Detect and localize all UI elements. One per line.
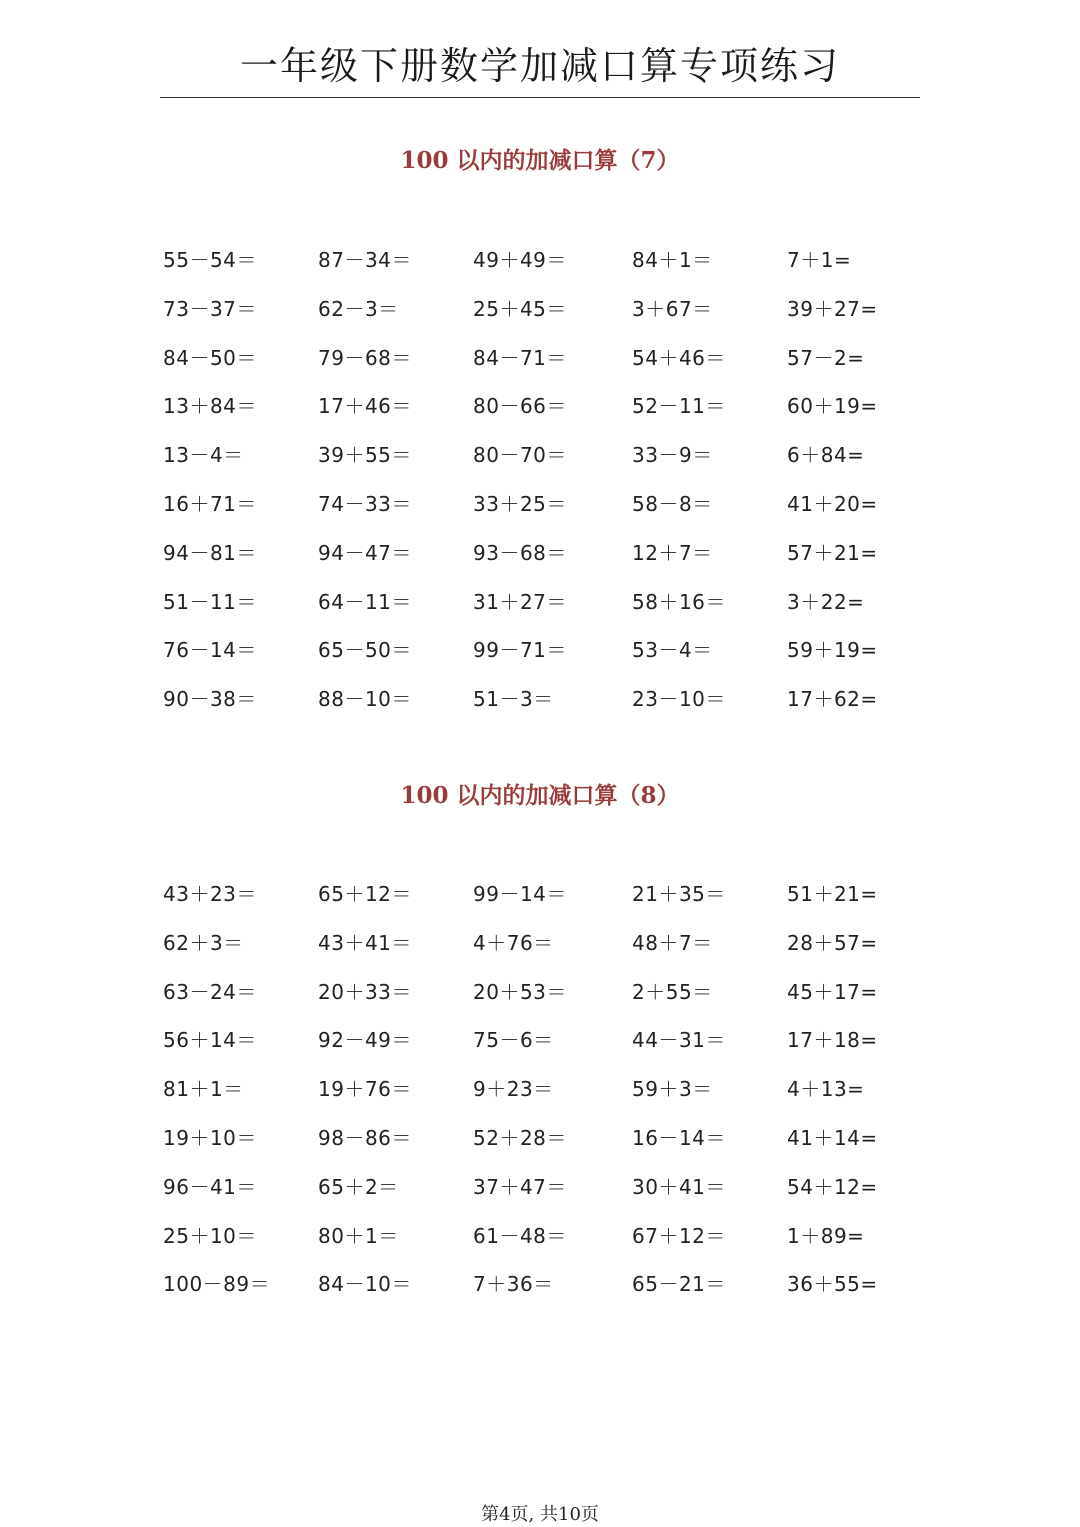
arithmetic-problem: 60＋19=	[787, 394, 878, 419]
arithmetic-problem: 100－89＝	[163, 1272, 271, 1297]
arithmetic-problem: 84－10＝	[318, 1272, 412, 1297]
arithmetic-problem: 4＋76＝	[473, 930, 554, 955]
arithmetic-problem: 99－14＝	[473, 882, 567, 906]
arithmetic-problem: 45＋17=	[787, 979, 878, 1004]
arithmetic-problem: 81＋1＝	[163, 1077, 244, 1102]
arithmetic-problem: 94－81＝	[163, 540, 257, 565]
arithmetic-problem: 3＋22=	[787, 589, 865, 614]
arithmetic-problem: 6＋84=	[787, 443, 865, 468]
arithmetic-problem: 55－54＝	[163, 248, 257, 272]
problem-grid	[163, 246, 923, 734]
arithmetic-problem: 17＋18=	[787, 1028, 878, 1053]
arithmetic-problem: 57＋21=	[787, 540, 878, 565]
arithmetic-problem: 17＋62=	[787, 687, 878, 712]
arithmetic-problem: 58＋16＝	[632, 589, 726, 614]
arithmetic-problem: 76－14＝	[163, 638, 257, 663]
arithmetic-problem: 19＋76＝	[318, 1077, 412, 1102]
arithmetic-problem: 20＋33＝	[318, 979, 412, 1004]
arithmetic-problem: 56＋14＝	[163, 1028, 257, 1053]
arithmetic-problem: 3＋67＝	[632, 296, 713, 321]
arithmetic-problem: 62－3＝	[318, 296, 399, 321]
arithmetic-problem: 36＋55=	[787, 1272, 878, 1297]
arithmetic-problem: 16－14＝	[632, 1125, 726, 1150]
arithmetic-problem: 51＋21=	[787, 882, 878, 906]
arithmetic-problem: 65＋12＝	[318, 882, 412, 906]
arithmetic-problem: 98－86＝	[318, 1125, 412, 1150]
arithmetic-problem: 25＋10＝	[163, 1223, 257, 1248]
arithmetic-problem: 31＋27＝	[473, 589, 567, 614]
arithmetic-problem: 59＋19=	[787, 638, 878, 663]
arithmetic-problem: 41＋14=	[787, 1125, 878, 1150]
arithmetic-problem: 7＋1=	[787, 248, 852, 272]
arithmetic-problem: 49＋49＝	[473, 248, 567, 272]
arithmetic-problem: 7＋36＝	[473, 1272, 554, 1297]
arithmetic-problem: 90－38＝	[163, 687, 257, 712]
arithmetic-problem: 84＋1＝	[632, 248, 713, 272]
arithmetic-problem: 51－11＝	[163, 589, 257, 614]
arithmetic-problem: 20＋53＝	[473, 979, 567, 1004]
arithmetic-problem: 79－68＝	[318, 345, 412, 370]
arithmetic-problem: 61－48＝	[473, 1223, 567, 1248]
arithmetic-problem: 2＋55＝	[632, 979, 713, 1004]
arithmetic-problem: 74－33＝	[318, 491, 412, 516]
arithmetic-problem: 37＋47＝	[473, 1174, 567, 1199]
arithmetic-problem: 73－37＝	[163, 296, 257, 321]
arithmetic-problem: 53－4＝	[632, 638, 713, 663]
arithmetic-problem: 17＋46＝	[318, 394, 412, 419]
arithmetic-problem: 13－4＝	[163, 443, 244, 468]
arithmetic-problem: 63－24＝	[163, 979, 257, 1004]
arithmetic-problem: 43＋41＝	[318, 930, 412, 955]
arithmetic-problem: 96－41＝	[163, 1174, 257, 1199]
arithmetic-problem: 93－68＝	[473, 540, 567, 565]
arithmetic-problem: 28＋57=	[787, 930, 878, 955]
arithmetic-problem: 30＋41＝	[632, 1174, 726, 1199]
arithmetic-problem: 23－10＝	[632, 687, 726, 712]
arithmetic-problem: 80＋1＝	[318, 1223, 399, 1248]
arithmetic-problem: 54＋46＝	[632, 345, 726, 370]
section-heading: 100 以内的加减口算（8）	[400, 782, 680, 809]
arithmetic-problem: 25＋45＝	[473, 296, 567, 321]
arithmetic-problem: 52＋28＝	[473, 1125, 567, 1150]
arithmetic-problem: 58－8＝	[632, 491, 713, 516]
arithmetic-problem: 9＋23＝	[473, 1077, 554, 1102]
arithmetic-problem: 65－21＝	[632, 1272, 726, 1297]
document-title: 一年级下册数学加减口算专项练习	[239, 44, 840, 88]
arithmetic-problem: 64－11＝	[318, 589, 412, 614]
arithmetic-problem: 12＋7＝	[632, 540, 713, 565]
arithmetic-problem: 92－49＝	[318, 1028, 412, 1053]
arithmetic-problem: 33＋25＝	[473, 491, 567, 516]
arithmetic-problem: 65＋2＝	[318, 1174, 399, 1199]
arithmetic-problem: 39＋27=	[787, 296, 878, 321]
arithmetic-problem: 94－47＝	[318, 540, 412, 565]
arithmetic-problem: 21＋35＝	[632, 882, 726, 906]
arithmetic-problem: 88－10＝	[318, 687, 412, 712]
arithmetic-problem: 84－71＝	[473, 345, 567, 370]
arithmetic-problem: 59＋3＝	[632, 1077, 713, 1102]
arithmetic-problem: 99－71＝	[473, 638, 567, 663]
arithmetic-problem: 4＋13=	[787, 1077, 865, 1102]
arithmetic-problem: 16＋71＝	[163, 491, 257, 516]
arithmetic-problem: 51－3＝	[473, 687, 554, 712]
arithmetic-problem: 13＋84＝	[163, 394, 257, 419]
problem-grid	[163, 880, 923, 1319]
arithmetic-problem: 43＋23＝	[163, 882, 257, 906]
page-footer: 第4页, 共10页	[481, 1504, 599, 1525]
arithmetic-problem: 62＋3＝	[163, 930, 244, 955]
arithmetic-problem: 54＋12=	[787, 1174, 878, 1199]
arithmetic-problem: 44－31＝	[632, 1028, 726, 1053]
arithmetic-problem: 84－50＝	[163, 345, 257, 370]
section-heading: 100 以内的加减口算（7）	[400, 147, 680, 174]
arithmetic-problem: 87－34＝	[318, 248, 412, 272]
arithmetic-problem: 65－50＝	[318, 638, 412, 663]
arithmetic-problem: 80－70＝	[473, 443, 567, 468]
arithmetic-problem: 48＋7＝	[632, 930, 713, 955]
arithmetic-problem: 75－6＝	[473, 1028, 554, 1053]
arithmetic-problem: 19＋10＝	[163, 1125, 257, 1150]
arithmetic-problem: 67＋12＝	[632, 1223, 726, 1248]
arithmetic-problem: 57－2=	[787, 345, 865, 370]
arithmetic-problem: 39＋55＝	[318, 443, 412, 468]
title-underline	[160, 97, 920, 98]
arithmetic-problem: 41＋20=	[787, 491, 878, 516]
arithmetic-problem: 52－11＝	[632, 394, 726, 419]
arithmetic-problem: 1＋89=	[787, 1223, 865, 1248]
arithmetic-problem: 80－66＝	[473, 394, 567, 419]
arithmetic-problem: 33－9＝	[632, 443, 713, 468]
